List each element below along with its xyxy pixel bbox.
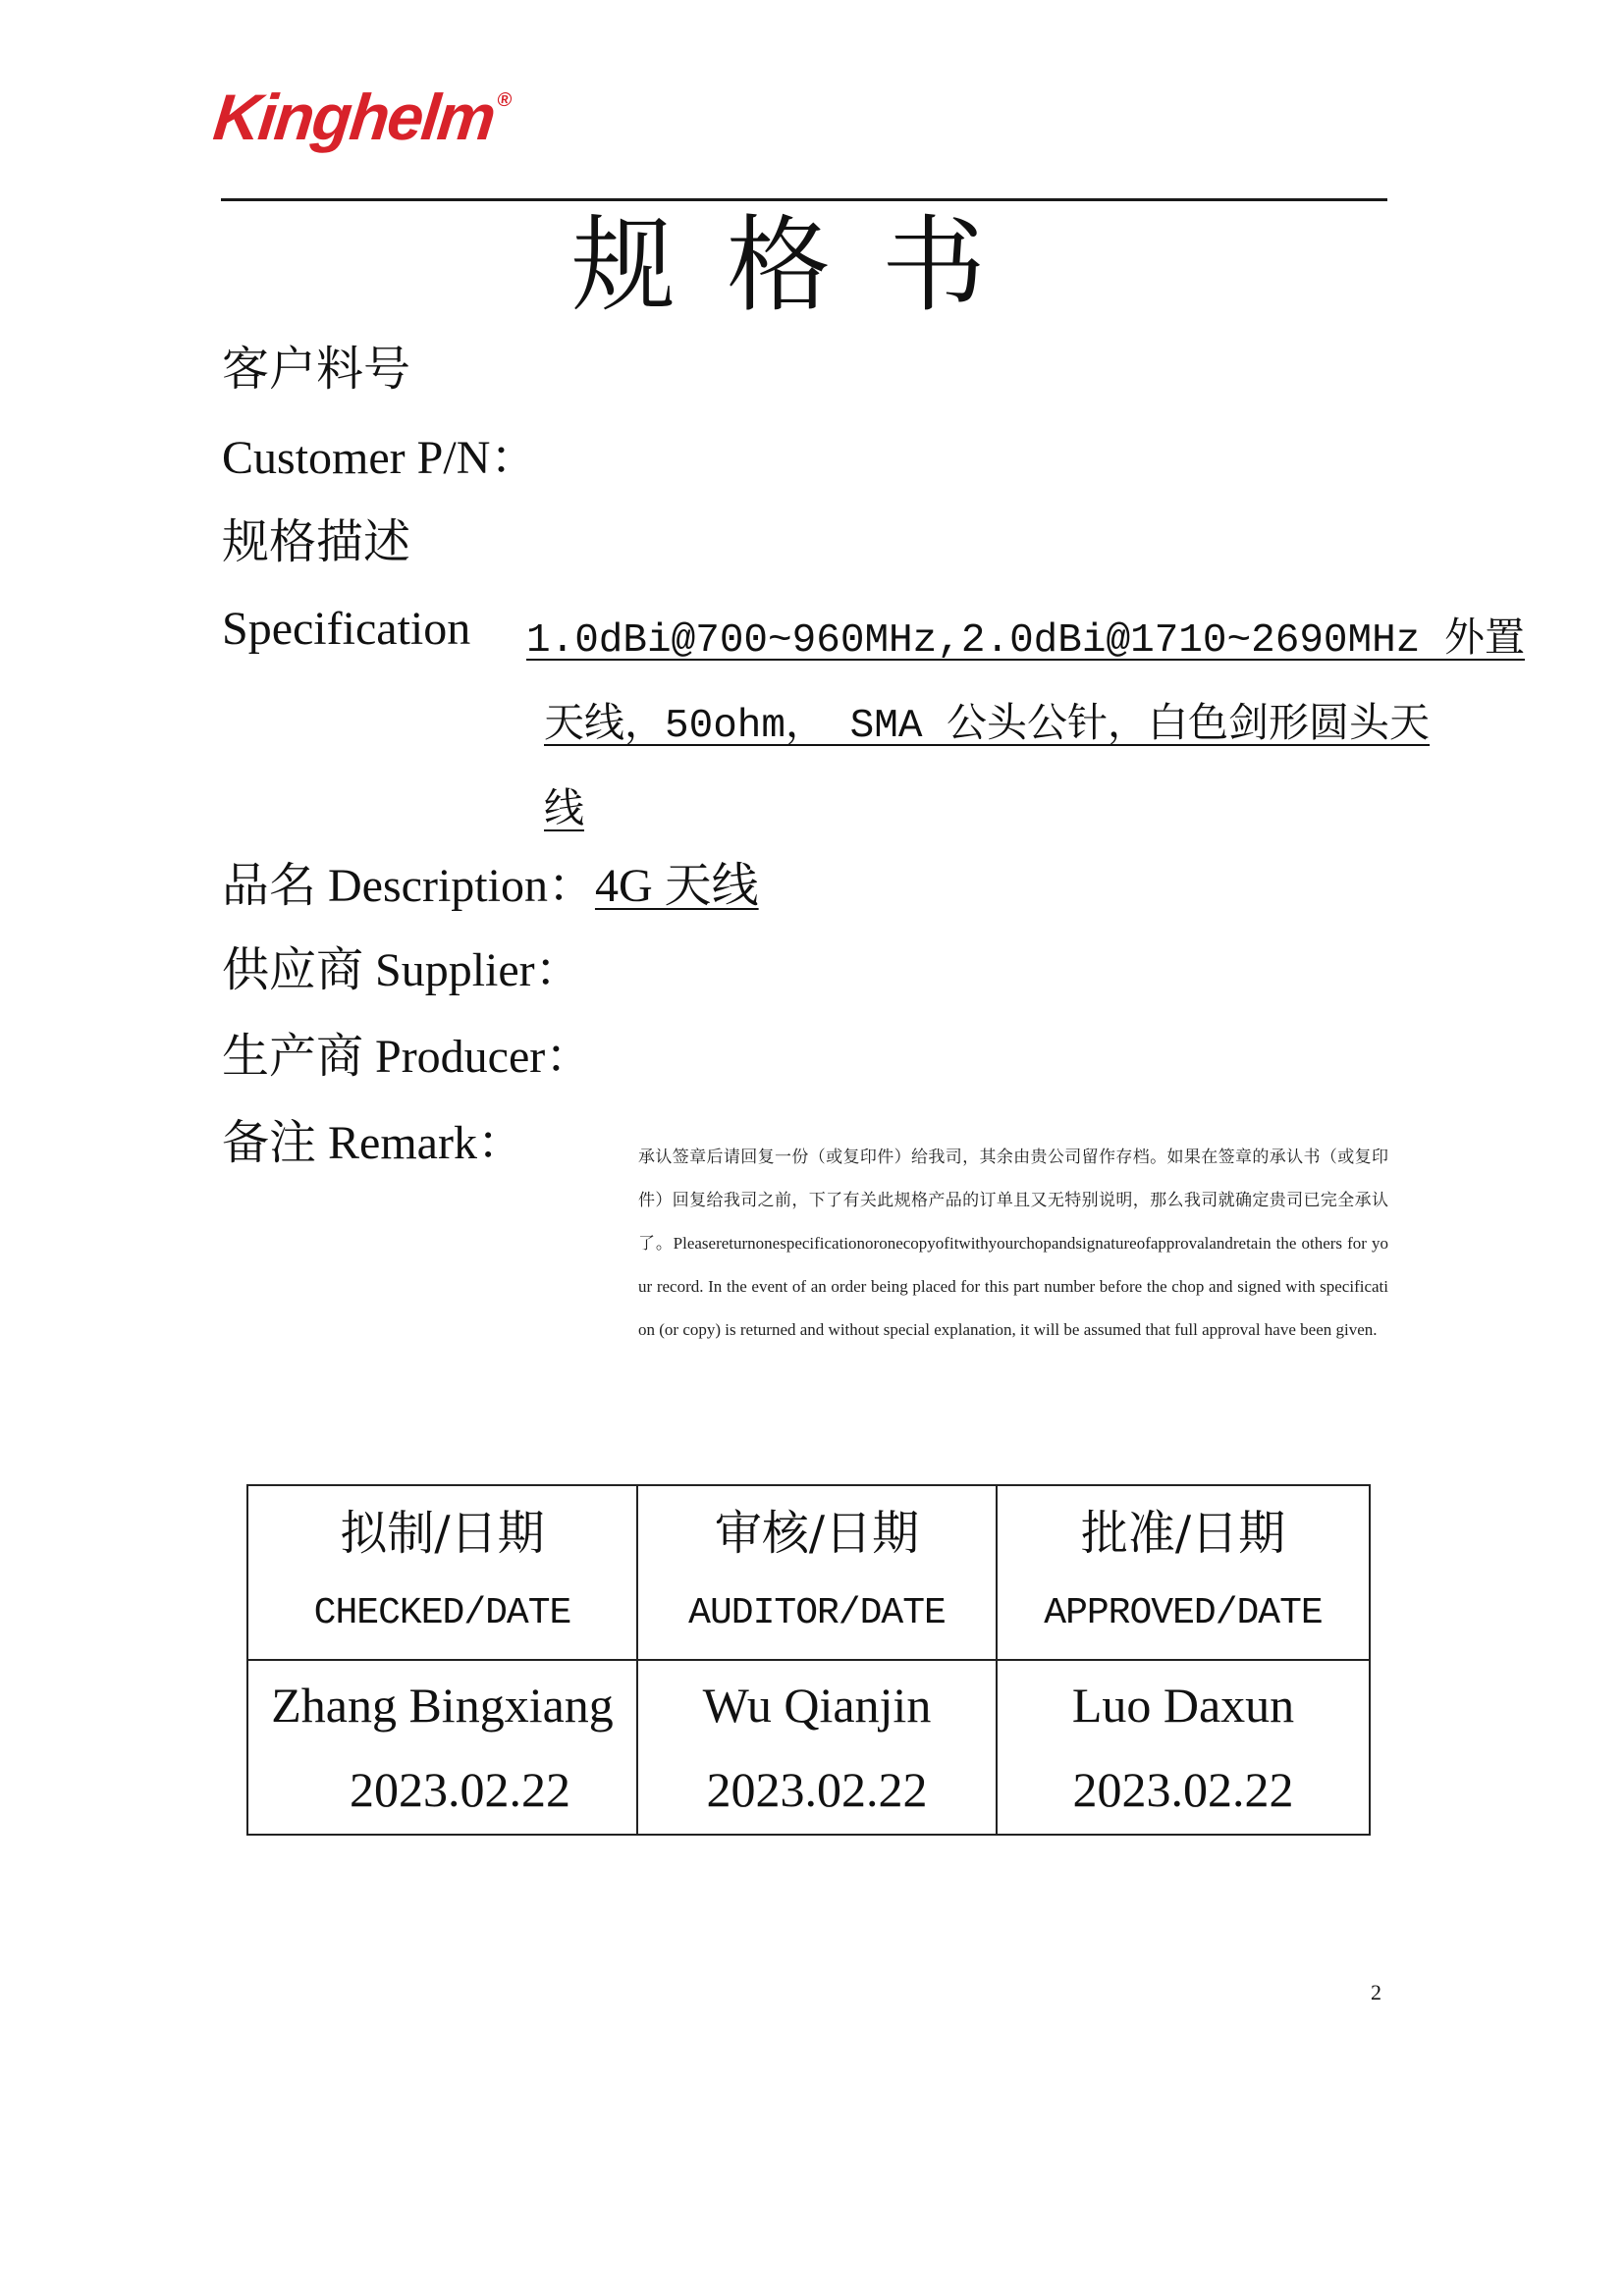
checked-name: Zhang Bingxiang (271, 1678, 614, 1733)
header-cell-checked (247, 1485, 637, 1660)
kinghelm-logo (210, 80, 512, 153)
logo-text: Kinghelm (210, 80, 498, 153)
spec-cn-label: 规格描述 (222, 514, 411, 569)
supplier-label: 供应商 Supplier： (222, 944, 582, 996)
spec-value (526, 599, 1525, 855)
value-cell-checked (247, 1660, 637, 1835)
auditor-name: Wu Qianjin (702, 1678, 932, 1733)
header-cell-approved (997, 1485, 1370, 1660)
spec-en-label: Specification (222, 603, 471, 655)
document-title: 规格书 (571, 205, 1037, 326)
signature-value-row (247, 1660, 1370, 1835)
approved-name: Luo Daxun (1071, 1678, 1295, 1733)
spec-value-line2: 天线，50ohm， SMA 公头公针，白色剑形圆头天 (544, 704, 1431, 749)
signature-header-row (247, 1485, 1370, 1660)
approved-date: 2023.02.22 (1072, 1762, 1294, 1817)
description-value: 4G 天线 (594, 860, 759, 912)
signature-table (246, 1484, 1371, 1836)
header-approved-cn: 批准/日期 (1080, 1506, 1286, 1561)
customer-pn-cn-label: 客户料号 (222, 342, 411, 397)
header-checked-cn: 拟制/日期 (340, 1506, 545, 1561)
remark-text: 承认签章后请回复一份（或复印件）给我司，其余由贵公司留作存档。如果在签章的承认书（或复印件）回复给我司之前，下了有关此规格产品的订单且又无特别说明，那么我司就确定贵司已完全承认了。Pleasereturnonespecificationoronecopyofitwithyourchopandsignatureofapprovalandretain the others for your record. In the event of an order being placed for this part number before the chop and signed with specification (or copy) is returned and without special explanation, it will be assumed that full approval have been given. (638, 1148, 1388, 1339)
header-auditor-en: AUDITOR/DATE (688, 1592, 946, 1634)
remark-label: 备注 Remark： (222, 1117, 524, 1169)
page-number: 2 (1371, 1980, 1381, 2004)
header-divider (221, 198, 1387, 201)
header-auditor-cn: 审核/日期 (714, 1506, 920, 1561)
value-cell-approved (997, 1660, 1370, 1835)
spec-value-line1: 1.0dBi@700~960MHz,2.0dBi@1710~2690MHz 外置 (526, 618, 1525, 664)
header-checked-en: CHECKED/DATE (313, 1592, 571, 1634)
customer-pn-en-label: Customer P/N： (222, 432, 538, 484)
spec-value-line3: 线 (544, 789, 584, 834)
description-row (222, 858, 759, 915)
header-cell-auditor (637, 1485, 997, 1660)
description-label: 品名 Description： (222, 860, 595, 912)
checked-date: 2023.02.22 (350, 1762, 570, 1817)
producer-label: 生产商 Producer： (222, 1031, 593, 1083)
registered-mark: ® (496, 89, 512, 111)
auditor-date: 2023.02.22 (706, 1762, 928, 1817)
value-cell-auditor (637, 1660, 997, 1835)
header-approved-en: APPROVED/DATE (1044, 1592, 1323, 1634)
